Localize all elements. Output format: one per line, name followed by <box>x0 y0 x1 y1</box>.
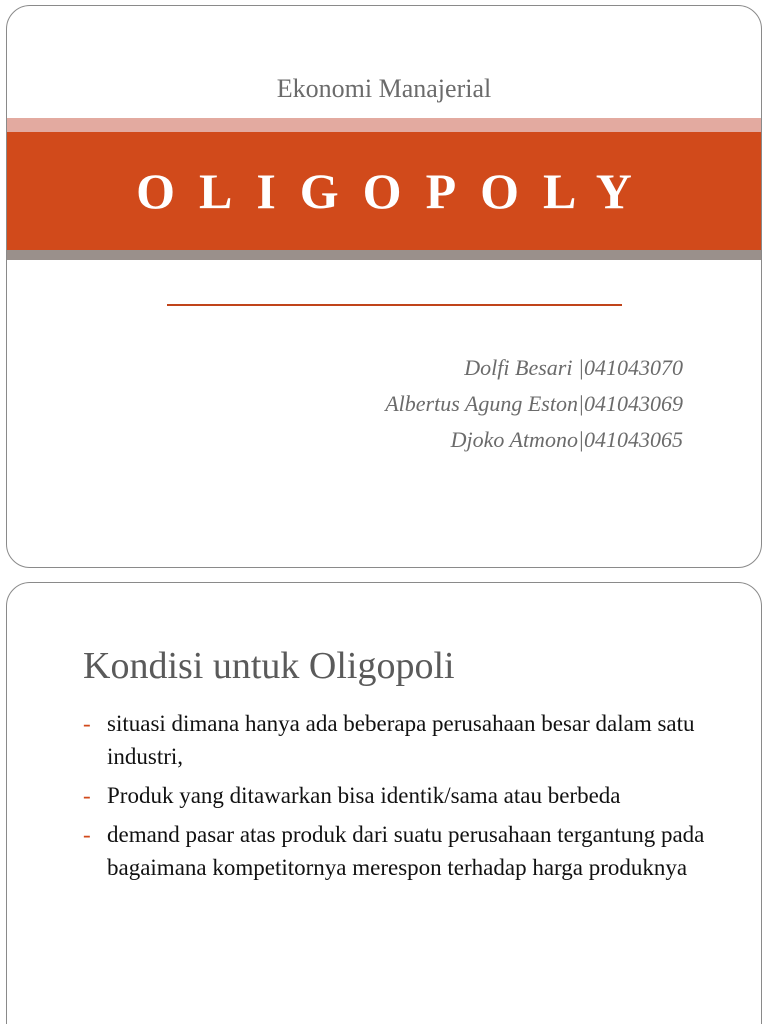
slide-title: OLIGOPOLY <box>136 163 656 219</box>
content-slide <box>6 582 762 1024</box>
bullet-text: Produk yang ditawarkan bisa identik/sama atau berbeda <box>107 783 621 808</box>
bullet-text: demand pasar atas produk dari suatu perusahaan tergantung pada bagaimana kompetitornya merespon terhadap harga produknya <box>107 822 705 880</box>
list-item <box>83 707 723 773</box>
list-item <box>83 818 723 884</box>
bullet-dash-icon: - <box>83 822 91 847</box>
accent-band-bottom <box>7 250 761 260</box>
bullet-dash-icon: - <box>83 711 91 736</box>
author-list <box>385 350 683 458</box>
course-subtitle: Ekonomi Manajerial <box>276 74 492 103</box>
author-line: Albertus Agung Eston|041043069 <box>385 391 683 416</box>
author-line: Djoko Atmono|041043065 <box>450 427 683 452</box>
accent-band-top <box>7 118 761 132</box>
bullet-dash-icon: - <box>83 783 91 808</box>
slide-heading: Kondisi untuk Oligopoli <box>83 645 455 687</box>
divider-line <box>167 304 622 306</box>
bullet-text: situasi dimana hanya ada beberapa perusahaan besar dalam satu industri, <box>107 711 695 769</box>
author-line: Dolfi Besari |041043070 <box>464 355 683 380</box>
list-item <box>83 779 723 812</box>
bullet-list <box>83 707 723 890</box>
title-slide <box>6 5 762 568</box>
